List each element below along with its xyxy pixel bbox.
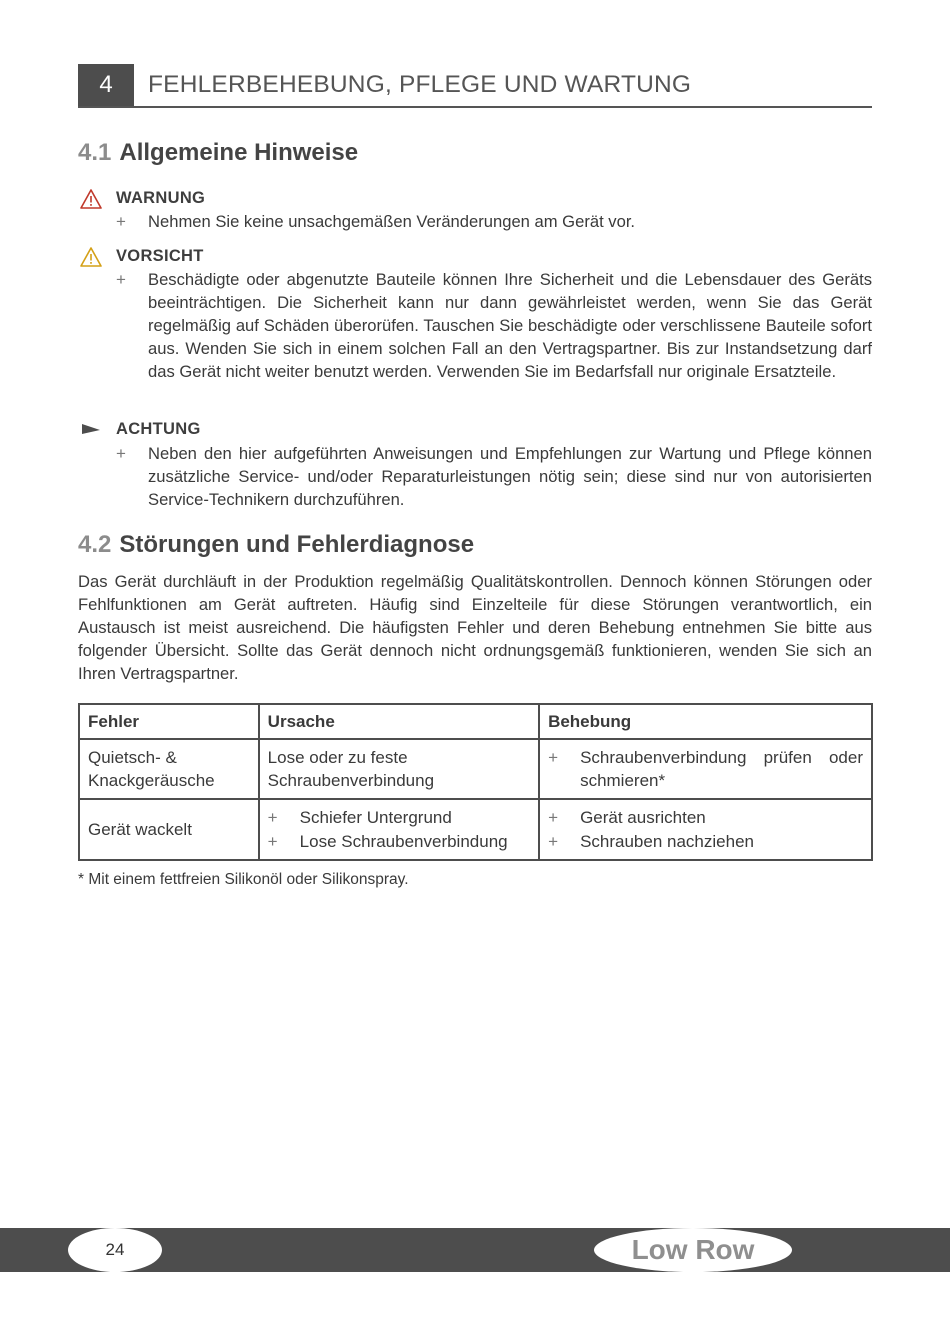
bullet-plus: + [116, 444, 126, 463]
cell-fehler: Gerät wackelt [79, 799, 259, 860]
bullet-plus: + [548, 832, 558, 851]
page-number: 24 [68, 1228, 162, 1272]
table-row [79, 799, 872, 860]
chapter-title: FEHLERBEHEBUNG, PFLEGE UND WARTUNG [148, 71, 692, 98]
caution-triangle-icon [80, 247, 102, 267]
cell-fehler: Quietsch- & Knackgeräusche [79, 739, 259, 799]
caution-text: Beschädigte oder abgenutzte Bauteile können Ihre Sicherheit und die Lebensdauer des Geräts beeinträchtigen. Die Sicherheit kann nur dann gewährleistet werden, wenn Sie das Gerät regelmäßig auf Schäden überorüfen. Tauschen Sie beschädigte oder verschlissene Bauteile sofort aus. Wenden Sie sich in einem solchen Fall an den Vertragspartner. Bis zur Instandsetzung darf das Gerät nicht weiter benutzt werden. Verwenden Sie im Bedarfsfall nur originale Ersatzteile. [148, 270, 872, 381]
list-item [268, 830, 530, 853]
section-title: Allgemeine Hinweise [119, 139, 359, 166]
section-heading-general-notes [78, 139, 358, 167]
warning-text: Nehmen Sie keine unsachgemäßen Veränderungen am Gerät vor. [148, 212, 636, 231]
section-heading-diagnosis [78, 531, 474, 559]
attention-text: Neben den hier aufgeführten Anweisungen und Empfehlungen zur Wartung und Pflege können zusätzliche Service- und/oder Reparaturleistungen nötig sein; diese sind nur von autorisierten Service-Technikern durchzuführen. [148, 444, 872, 509]
warning-triangle-icon [80, 189, 102, 209]
column-header-behebung: Behebung [539, 704, 872, 739]
bullet-plus: + [548, 748, 558, 767]
footnote: * Mit einem fettfreien Silikonöl oder Silikonspray. [78, 871, 409, 888]
chapter-number: 4 [78, 64, 134, 106]
remedy-text: Schrauben nachziehen [580, 832, 754, 851]
cell-ursache: Lose oder zu feste Schraubenverbindung [259, 739, 539, 799]
diagnosis-intro: Das Gerät durchläuft in der Produktion regelmäßig Qualitätskontrollen. Dennoch können Störungen oder Fehlfunktionen am Gerät auftreten. Häufig sind Einzelteile für diese Störungen verantwortlich, ein Austausch ist meist ausreichend. Die häufigsten Fehler und deren Behebung entnehmen Sie bitte aus folgender Übersicht. Sollte das Gerät dennoch nicht ordnungsgemäß funktionieren, wenden Sie sich an Ihren Vertragspartner. [78, 572, 872, 683]
notice-label-warning: WARNUNG [116, 189, 206, 207]
pointer-arrow-icon [80, 420, 102, 440]
bullet-plus: + [267, 808, 278, 827]
bullet-plus: + [267, 832, 278, 851]
bullet-plus: + [116, 212, 126, 231]
cell-ursache [259, 799, 539, 860]
cell-behebung [539, 799, 872, 860]
notice-label-caution: VORSICHT [116, 247, 204, 265]
notice-label-attention: ACHTUNG [116, 420, 201, 438]
cell-behebung [539, 739, 872, 799]
remedy-text: Schraubenverbindung prüfen oder schmieren* [580, 748, 863, 790]
list-item [548, 746, 863, 792]
chapter-header [78, 64, 872, 108]
table-row [79, 739, 872, 799]
bullet-plus: + [548, 808, 558, 827]
table-header-row [79, 704, 872, 739]
list-item [548, 806, 863, 829]
column-header-ursache: Ursache [259, 704, 539, 739]
section-title: Störungen und Fehlerdiagnose [119, 531, 475, 558]
bullet-plus: + [116, 270, 126, 289]
remedy-text: Gerät ausrichten [580, 808, 706, 827]
troubleshooting-table [78, 703, 873, 861]
column-header-fehler: Fehler [79, 704, 259, 739]
cause-text: Schiefer Untergrund [299, 808, 452, 827]
list-item [548, 830, 863, 853]
product-name: Low Row [594, 1228, 792, 1272]
cause-text: Lose Schraubenverbindung [299, 832, 508, 851]
section-number: 4.2 [78, 531, 112, 558]
list-item [268, 806, 530, 829]
section-number: 4.1 [78, 139, 112, 166]
